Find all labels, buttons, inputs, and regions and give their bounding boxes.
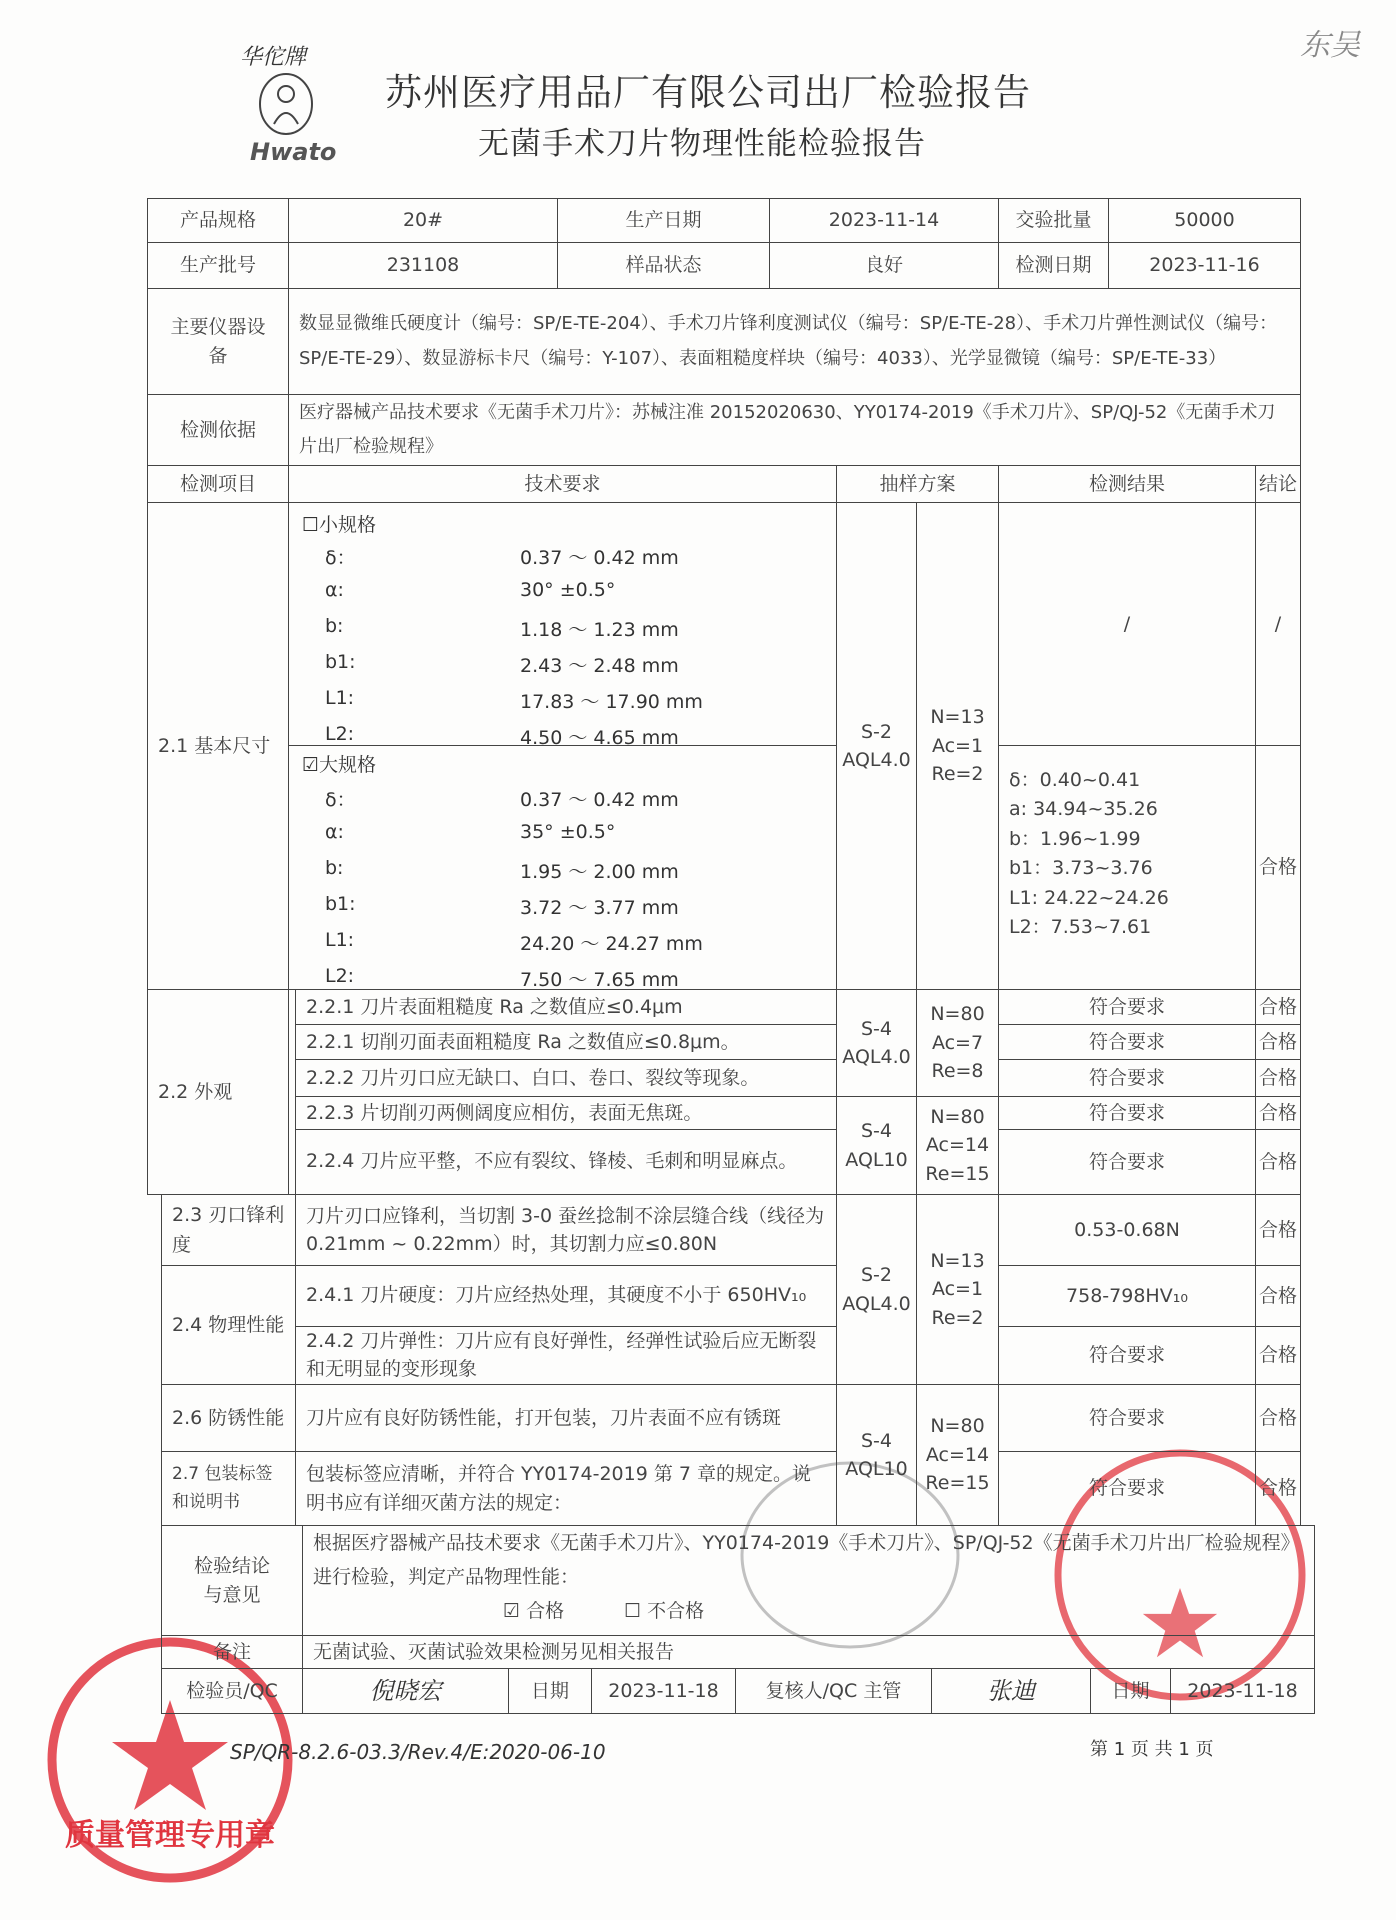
conclusion-cell [302, 1525, 1315, 1636]
large-result: L2：7.53~7.61 [1009, 916, 1152, 939]
prod-date-value: 2023-11-14 [769, 198, 999, 243]
phys-sampling: S-2 AQL4.0 [836, 1194, 917, 1385]
basis-text: 医疗器械产品技术要求《无菌手术刀片》：苏械注准 20152020630、YY0174-2019《手术刀片》、SP/QJ-52《无菌手术刀片出厂检验规程》 [288, 394, 1301, 466]
sharp-item: 2.3 刃口锋利度 [161, 1194, 296, 1266]
report-title: 苏州医疗用品厂有限公司出厂检验报告 [385, 71, 1031, 114]
hard-req: 2.4.1 刀片硬度：刀片应经热处理，其硬度不小于 650HV₁₀ [295, 1265, 837, 1327]
small-spec-value: 0.37 ～ 0.42 mm [520, 547, 679, 569]
corner-note: 东吴 [1300, 28, 1360, 63]
appearance-req: 2.2.2 刀片刃口应无缺口、白口、卷口、裂纹等现象。 [295, 1059, 837, 1097]
fail-checkbox[interactable]: ☐ 不合格 [624, 1600, 705, 1623]
batch-qty-label: 交验批量 [998, 198, 1109, 243]
date-1: 2023-11-18 [591, 1668, 736, 1714]
large-spec-value: 7.50 ～ 7.65 mm [520, 969, 679, 991]
conclusion-label: 检验结论与意见 [161, 1525, 303, 1636]
appearance-verdict: 合格 [1255, 1059, 1301, 1097]
large-spec-label: b1: [325, 893, 356, 915]
large-result: δ：0.40~0.41 [1009, 769, 1141, 791]
reviewer-label: 复核人/QC 主管 [735, 1668, 932, 1714]
prod-date-label: 生产日期 [557, 198, 770, 243]
elastic-req: 2.4.2 刀片弹性：刀片应有良好弹性，经弹性试验后应无断裂和无明显的变形现象 [295, 1326, 837, 1385]
small-spec-label: L2: [325, 723, 355, 745]
sample-state-label: 样品状态 [557, 242, 770, 289]
footer-code: SP/QR-8.2.6-03.3/Rev.4/E:2020-06-10 [230, 1740, 606, 1764]
small-spec-value: 4.50 ～ 4.65 mm [520, 727, 679, 749]
elastic-result: 符合要求 [998, 1326, 1256, 1385]
large-spec-label: α: [325, 821, 344, 843]
appearance-sampling-2: S-4 AQL10 [836, 1096, 917, 1195]
reviewer-signature: 张迪 [931, 1668, 1091, 1714]
appearance-result: 符合要求 [998, 1129, 1256, 1195]
report-subtitle: 无菌手术刀片物理性能检验报告 [478, 126, 926, 162]
basis-label: 检测依据 [147, 394, 289, 466]
pass-checkbox[interactable]: ☑ 合格 [503, 1600, 565, 1623]
remarks-text: 无菌试验、灭菌试验效果检测另见相关报告 [302, 1635, 1315, 1669]
large-spec-value: 1.95 ～ 2.00 mm [520, 861, 679, 883]
dims-item: 2.1 基本尺寸 [147, 502, 289, 990]
appearance-verdict: 合格 [1255, 1024, 1301, 1060]
large-result: b1：3.73~3.76 [1009, 857, 1153, 880]
appearance-req: 2.2.1 刀片表面粗糙度 Ra 之数值应≤0.4μm [295, 989, 837, 1025]
large-title: ☑大规格 [302, 754, 377, 776]
large-spec-value: 35° ±0.5° [520, 821, 616, 843]
appearance-result: 符合要求 [998, 1096, 1256, 1130]
col-verdict: 结论 [1255, 465, 1301, 503]
date-label-2: 日期 [1090, 1668, 1171, 1714]
appearance-req: 2.2.4 刀片应平整，不应有裂纹、锋棱、毛刺和明显麻点。 [295, 1129, 837, 1195]
small-spec-label: α: [325, 579, 344, 601]
instruments-label: 主要仪器设备 [147, 288, 289, 395]
small-spec-label: b1: [325, 651, 356, 673]
inspector-signature: 倪晓宏 [302, 1668, 509, 1714]
label-req: 包装标签应清晰，并符合 YY0174-2019 第 7 章的规定。说明书应有详细灭菌方法的规定： [295, 1451, 837, 1526]
remarks-label: 备注 [161, 1635, 303, 1669]
large-spec-label: δ： [325, 789, 356, 811]
large-result: b：1.96~1.99 [1009, 827, 1141, 850]
appearance-req: 2.2.3 片切削刃两侧阔度应相仿，表面无焦斑。 [295, 1096, 837, 1130]
large-result: a: 34.94~35.26 [1009, 798, 1158, 821]
appearance-n-2: N=80 Ac=14 Re=15 [916, 1096, 999, 1195]
appearance-verdict: 合格 [1255, 1129, 1301, 1195]
inspector-label: 检验员/QC [161, 1668, 303, 1714]
small-spec-label: δ： [325, 547, 356, 569]
small-title: ☐小规格 [302, 514, 377, 536]
col-item: 检测项目 [147, 465, 289, 503]
label-item: 2.7 包装标签和说明书 [161, 1451, 296, 1526]
elastic-verdict: 合格 [1255, 1326, 1301, 1385]
logo [238, 40, 338, 170]
svg-text:质量管理专用章: 质量管理专用章 [65, 1818, 275, 1853]
sharp-req: 刀片刃口应锋利，当切割 3-0 蚕丝捻制不涂层缝合线（线径为 0.21mm ~ 0.22mm）时，其切割力应≤0.80N [295, 1194, 837, 1266]
hard-verdict: 合格 [1255, 1265, 1301, 1327]
phys-n: N=13 Ac=1 Re=2 [916, 1194, 999, 1385]
appearance-result: 符合要求 [998, 989, 1256, 1025]
lot-label: 生产批号 [147, 242, 289, 289]
col-result: 检测结果 [998, 465, 1256, 503]
logo-brand-en: Hwato [250, 138, 337, 166]
small-spec-label: b: [325, 615, 344, 637]
large-spec-label: L1: [325, 929, 355, 951]
small-spec-value: 17.83 ～ 17.90 mm [520, 691, 703, 713]
col-req: 技术要求 [288, 465, 837, 503]
dims-sampling: S-2 AQL4.0 [836, 502, 917, 990]
label-result: 符合要求 [998, 1451, 1256, 1526]
dims-large-verdict: 合格 [1255, 745, 1301, 990]
large-spec-value: 3.72 ～ 3.77 mm [520, 897, 679, 919]
spec-value: 20# [288, 198, 558, 243]
appearance-result: 符合要求 [998, 1024, 1256, 1060]
lot-value: 231108 [288, 242, 558, 289]
sharp-verdict: 合格 [1255, 1194, 1301, 1266]
batch-qty-value: 50000 [1108, 198, 1301, 243]
large-spec-value: 0.37 ～ 0.42 mm [520, 789, 679, 811]
dims-n: N=13 Ac=1 Re=2 [916, 502, 999, 990]
conclusion-options [313, 1594, 704, 1628]
rust-label-sampling: S-4 AQL10 [836, 1384, 917, 1526]
dims-small-verdict: / [1255, 502, 1301, 746]
test-date-label: 检测日期 [998, 242, 1109, 289]
rust-req: 刀片应有良好防锈性能，打开包装，刀片表面不应有锈斑 [295, 1384, 837, 1452]
appearance-verdict: 合格 [1255, 989, 1301, 1025]
label-verdict: 合格 [1255, 1451, 1301, 1526]
rust-label-n: N=80 Ac=14 Re=15 [916, 1384, 999, 1526]
sharp-result: 0.53-0.68N [998, 1194, 1256, 1266]
small-spec-value: 2.43 ～ 2.48 mm [520, 655, 679, 677]
spec-label: 产品规格 [147, 198, 289, 243]
conclusion-text: 根据医疗器械产品技术要求《无菌手术刀片》、YY0174-2019《手术刀片》、SP/QJ-52《无菌手术刀片出厂检验规程》进行检验，判定产品物理性能： [313, 1532, 1300, 1589]
dims-small-result: / [998, 502, 1256, 746]
large-spec-value: 24.20 ～ 24.27 mm [520, 933, 703, 955]
large-spec-label: b: [325, 857, 344, 879]
large-result: L1: 24.22~24.26 [1009, 886, 1169, 909]
rust-verdict: 合格 [1255, 1384, 1301, 1452]
col-sampling: 抽样方案 [836, 465, 999, 503]
hard-result: 758-798HV₁₀ [998, 1265, 1256, 1327]
small-spec-label: L1: [325, 687, 355, 709]
test-date-value: 2023-11-16 [1108, 242, 1301, 289]
rust-result: 符合要求 [998, 1384, 1256, 1452]
appearance-n-1: N=80 Ac=7 Re=8 [916, 989, 999, 1097]
phys-item: 2.4 物理性能 [161, 1265, 296, 1385]
rust-item: 2.6 防锈性能 [161, 1384, 296, 1452]
sample-state-value: 良好 [769, 242, 999, 289]
small-spec-value: 30° ±0.5° [520, 579, 616, 601]
appearance-item: 2.2 外观 [147, 989, 289, 1195]
logo-portrait-icon [256, 72, 316, 136]
instruments-text: 数显显微维氏硬度计（编号：SP/E-TE-204）、手术刀片锋利度测试仪（编号：SP/E-TE-28）、手术刀片弹性测试仪（编号：SP/E-TE-29）、数显游标卡尺（编号：Y-107）、表面粗糙度样块（编号：4033）、光学显微镜（编号：SP/E-TE-33） [288, 288, 1301, 395]
appearance-sampling-1: S-4 AQL4.0 [836, 989, 917, 1097]
date-label-1: 日期 [508, 1668, 592, 1714]
footer-page: 第 1 页 共 1 页 [1090, 1739, 1214, 1760]
large-spec-label: L2: [325, 965, 355, 987]
date-2: 2023-11-18 [1170, 1668, 1315, 1714]
dims-large-results [998, 745, 1256, 990]
appearance-verdict: 合格 [1255, 1096, 1301, 1130]
small-spec-value: 1.18 ～ 1.23 mm [520, 619, 679, 641]
logo-brand-cn: 华佗牌 [240, 45, 307, 70]
appearance-req: 2.2.1 切削刃面表面粗糙度 Ra 之数值应≤0.8μm。 [295, 1024, 837, 1060]
appearance-result: 符合要求 [998, 1059, 1256, 1097]
